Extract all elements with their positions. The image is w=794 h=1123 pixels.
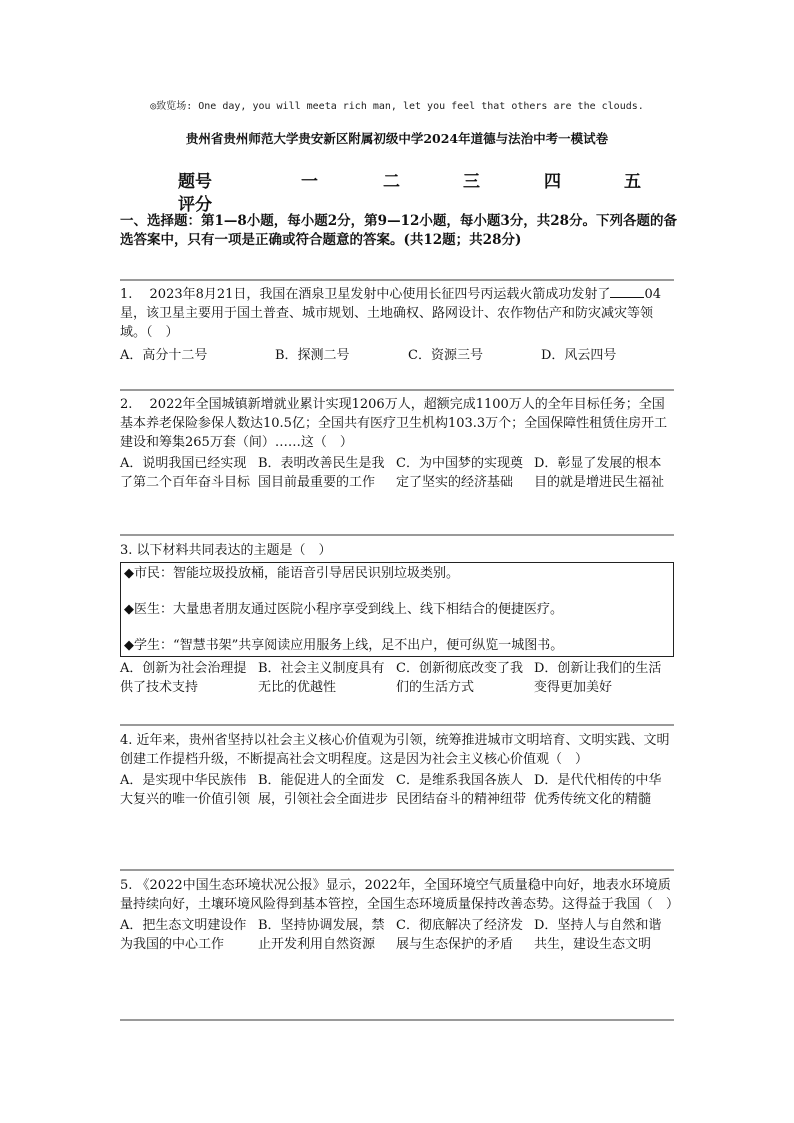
- options: [120, 659, 676, 697]
- question-stem: 3. 以下材料共同表达的主题是（ ）: [120, 543, 332, 558]
- material-item: ◆市民：智能垃圾投放桶，能语音引导居民识别垃圾类别。: [124, 566, 459, 581]
- option-a[interactable]: A．说明我国已经实现了第二个百年奋斗目标: [120, 456, 251, 490]
- divider: [120, 534, 674, 536]
- options: [120, 771, 676, 809]
- option-c[interactable]: C．彻底解决了经济发展与生态保护的矛盾: [396, 918, 523, 952]
- section-instructions: 一、选择题：第1—8小题，每小题2分，第9—12小题，每小题3分，共28分。下列各题的备选答案中，只有一项是正确或符合题意的答案。(共12题；共28分): [120, 213, 678, 248]
- material-box: [120, 562, 674, 657]
- question-3: [120, 541, 676, 697]
- question-1: [120, 285, 676, 365]
- score-col-3: 三: [463, 172, 480, 192]
- option-c[interactable]: C．是维系我国各族人民团结奋斗的精神纽带: [396, 773, 527, 807]
- score-row-label: 题号: [178, 172, 212, 192]
- question-stem: 4. 近年来，贵州省坚持以社会主义核心价值观为引领，统筹推进城市文明培育、文明实践、文明创建工作提档升级，不断提高社会文明程度。这是因为社会主义核心价值观（ ）: [120, 733, 670, 767]
- score-col-4: 四: [544, 172, 561, 192]
- option-b[interactable]: B．能促进人的全面发展，引领社会全面进步: [258, 773, 389, 807]
- option-d[interactable]: D．创新让我们的生活变得更加美好: [534, 661, 662, 695]
- option-c[interactable]: C．为中国梦的实现奠定了坚实的经济基础: [396, 456, 523, 490]
- option-c[interactable]: C．创新彻底改变了我们的生活方式: [396, 661, 523, 695]
- option-a[interactable]: A．把生态文明建设作为我国的中心工作: [120, 918, 247, 952]
- option-b[interactable]: B．探测二号: [275, 348, 350, 363]
- question-stem: 2. 2022年全国城镇新增就业累计实现1206万人，超额完成1100万人的全年目标任务；全国基本养老保险参保人数达10.5亿；全国共有医疗卫生机构103.3万个；全国保障性租赁住房开工建设和筹集265万套（间）……这（ ）: [120, 397, 668, 450]
- score-col-1: 一: [301, 172, 318, 192]
- options: [120, 916, 676, 954]
- score-col-2: 二: [383, 172, 400, 192]
- options: [120, 346, 676, 365]
- material-item: ◆学生：“智慧书架”共享阅读应用服务上线，足不出户，便可纵览一城图书。: [124, 638, 564, 653]
- option-c[interactable]: C．资源三号: [408, 348, 483, 363]
- option-a[interactable]: A．是实现中华民族伟大复兴的唯一价值引领: [120, 773, 251, 807]
- question-stem: 5. 《2022中国生态环境状况公报》显示，2022年，全国环境空气质量稳中向好，地表水环境质量持续向好，土壤环境风险得到基本管控，全国生态环境质量保持改善态势。这得益于我国（ ）: [120, 878, 680, 912]
- divider: [120, 1019, 674, 1021]
- option-d[interactable]: D．彰显了发展的根本目的就是增进民生福祉: [534, 456, 665, 490]
- material-item: ◆医生：大量患者朋友通过医院小程序享受到线上、线下相结合的便捷医疗。: [124, 602, 563, 617]
- question-stem: 1. 2023年8月21日，我国在酒泉卫星发射中心使用长征四号丙运载火箭成功发射了 04星，该卫星主要用于国土普查、城市规划、土地确权、路网设计、农作物估产和防灾减灾等领域。（ ）: [120, 287, 661, 340]
- option-a[interactable]: A．高分十二号: [120, 348, 208, 363]
- divider: [120, 869, 674, 871]
- option-a[interactable]: A．创新为社会治理提供了技术支持: [120, 661, 247, 695]
- question-4: [120, 731, 676, 809]
- option-b[interactable]: B．社会主义制度具有无比的优越性: [258, 661, 385, 695]
- options: [120, 454, 676, 492]
- score-col-5: 五: [624, 172, 641, 192]
- option-b[interactable]: B．坚持协调发展，禁止开发利用自然资源: [258, 918, 385, 952]
- option-d[interactable]: D．是代代相传的中华优秀传统文化的精髓: [534, 773, 662, 807]
- divider: [120, 279, 674, 281]
- option-d[interactable]: D．坚持人与自然和谐共生，建设生态文明: [534, 918, 662, 952]
- option-b[interactable]: B．表明改善民生是我国目前最重要的工作: [258, 456, 385, 490]
- divider: [120, 389, 674, 391]
- option-d[interactable]: D．风云四号: [541, 348, 617, 363]
- question-5: [120, 876, 680, 954]
- score-row-label-2: 评分: [178, 195, 212, 215]
- exam-title: 贵州省贵州师范大学贵安新区附属初级中学2024年道德与法治中考一模试卷: [185, 131, 609, 146]
- motto-text: ◎致览场: One day, you will meeta rich man, let you feel that others are the clouds.: [150, 101, 644, 112]
- fill-blank: [610, 285, 644, 298]
- divider: [120, 724, 674, 726]
- question-2: [120, 395, 676, 492]
